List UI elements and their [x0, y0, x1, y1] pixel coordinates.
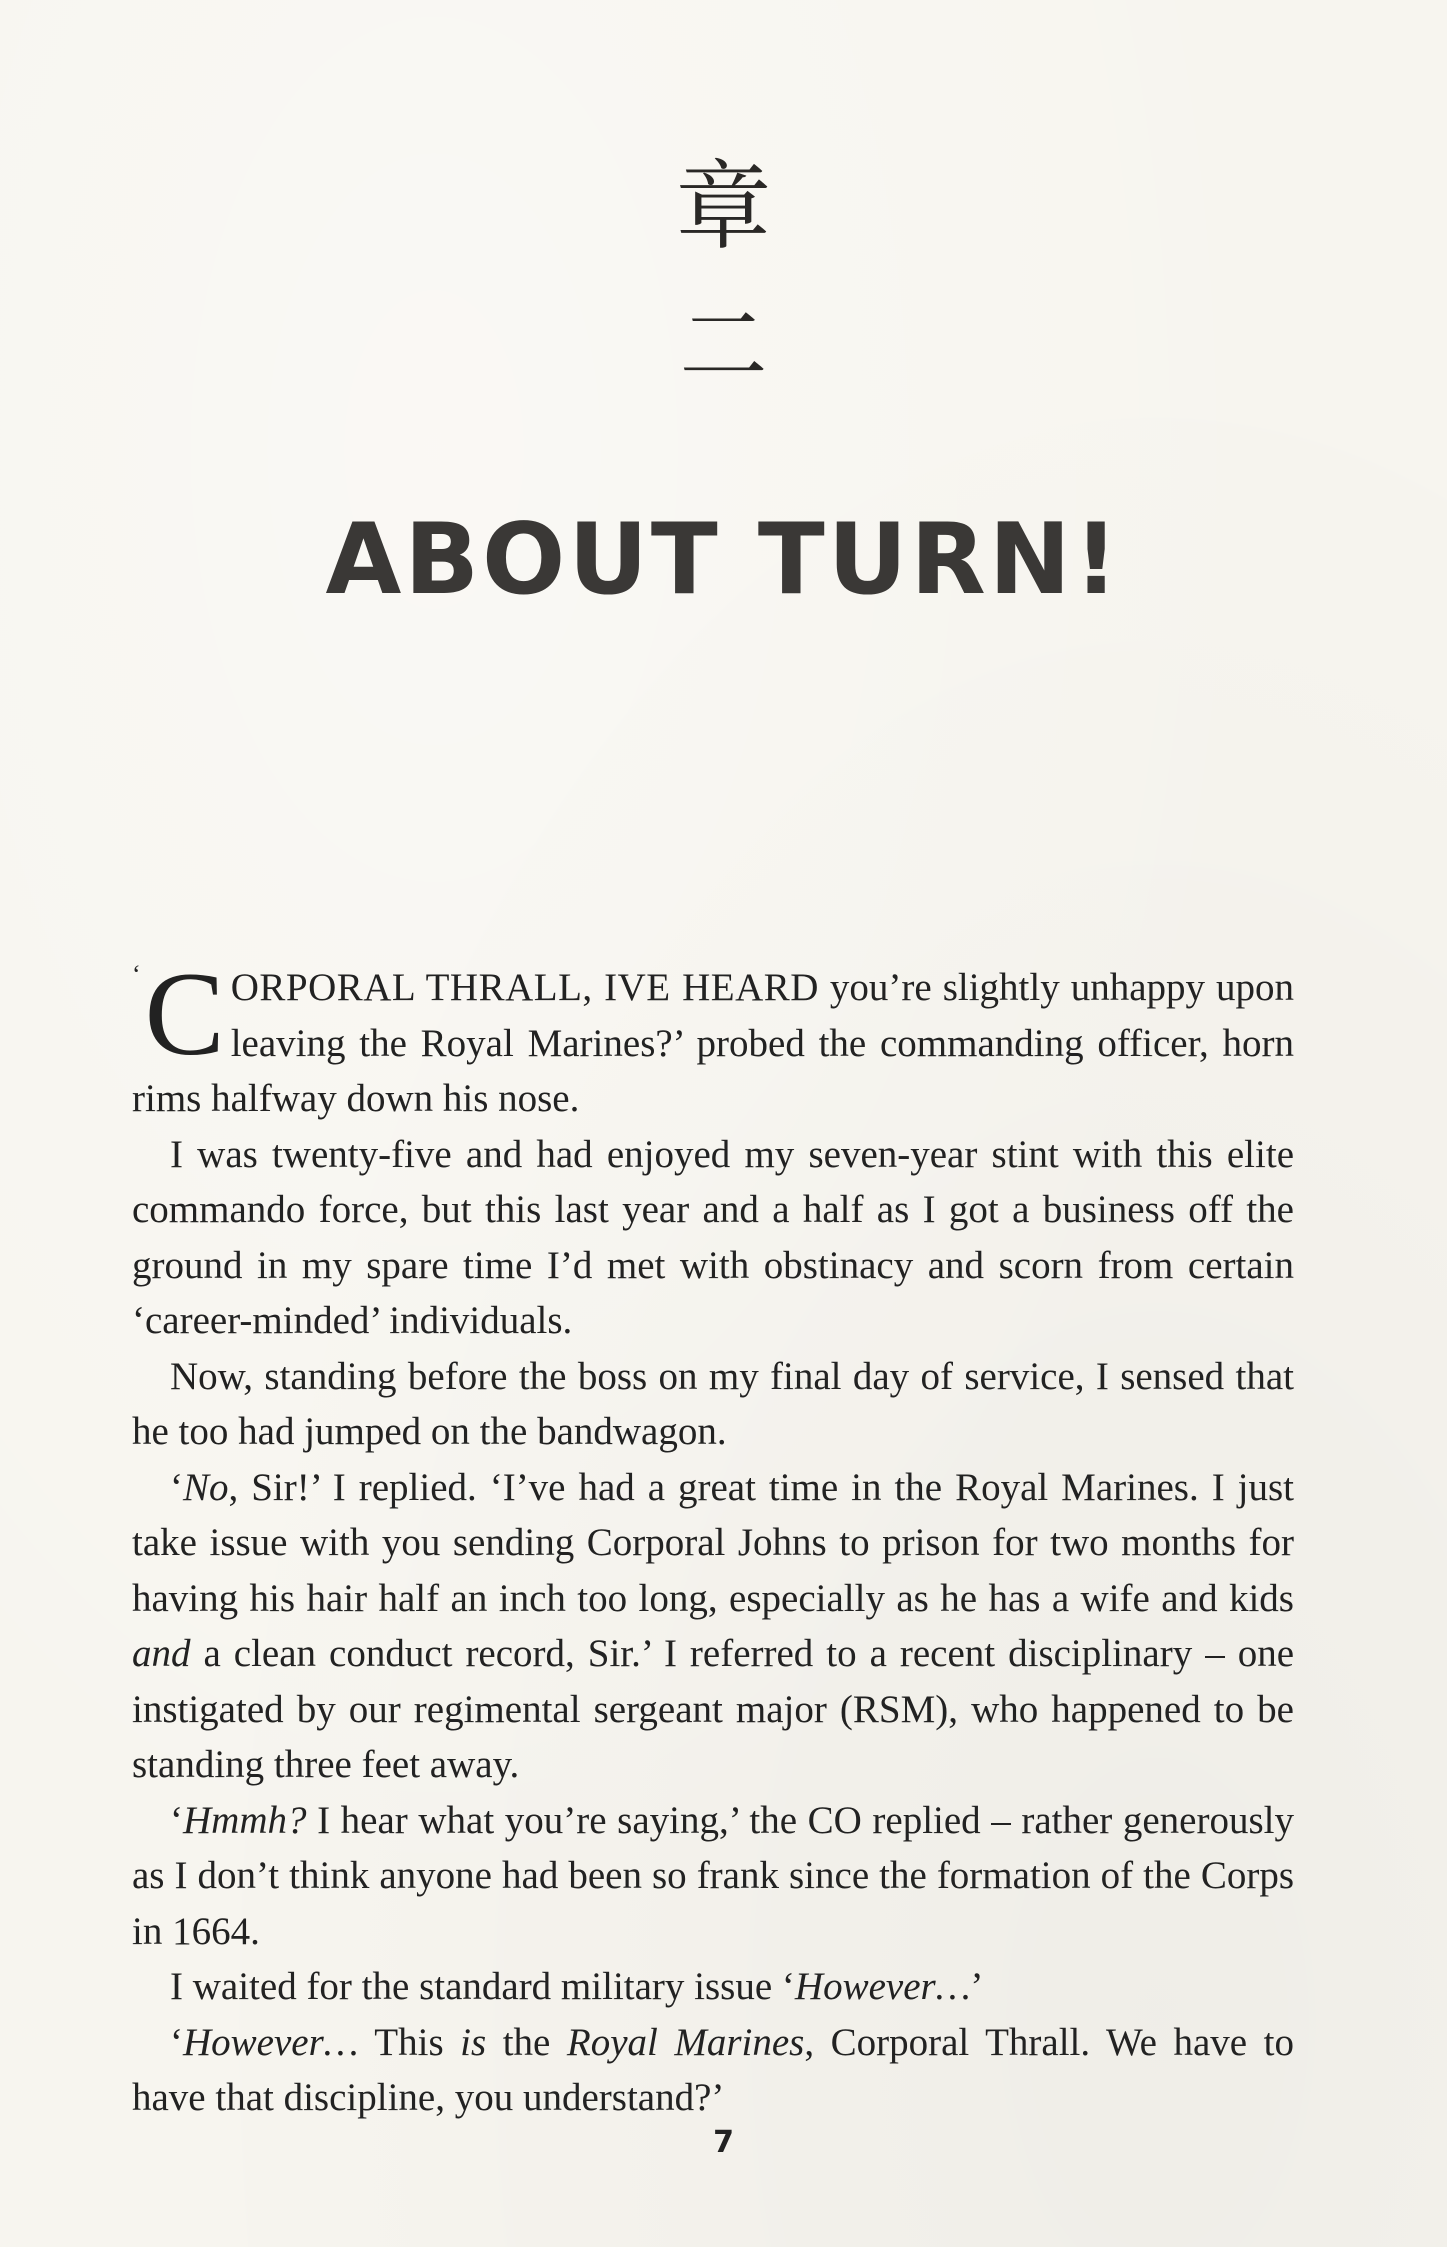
- paragraph-5-emphasis: Hmmh?: [183, 1798, 307, 1842]
- paragraph-7-text-a: This: [358, 2020, 461, 2064]
- paragraph-4-emphasis-no: No: [183, 1465, 229, 1509]
- paragraph-6: [132, 1959, 1294, 2015]
- paragraph-7-quote: ‘: [170, 2020, 183, 2064]
- paragraph-7-text-c: , Corporal Thrall. We have to have that discipline, you understand?’: [132, 2020, 1294, 2119]
- paragraph-6-emphasis: However…: [794, 1965, 971, 2008]
- paragraph-7-emphasis-royal-marines: Royal Marines: [566, 2020, 805, 2064]
- paragraph-5-text: I hear what you’re saying,’ the CO replied – rather generously as I don’t think anyone had been so frank since the formation of the Corps in 1664.: [132, 1798, 1294, 1953]
- paragraph-3: Now, standing before the boss on my final day of service, I sensed that he too had jumped on the bandwagon.: [132, 1354, 1294, 1453]
- paragraph-5: [132, 1793, 1294, 1960]
- paragraph-7-emphasis-is: is: [460, 2020, 487, 2064]
- paragraph-1: [132, 947, 1294, 1127]
- paragraph-4: [132, 1460, 1294, 1793]
- paragraph-4-emphasis-and: and: [132, 1632, 191, 1675]
- drop-cap: C: [144, 947, 225, 1080]
- chapter-ornament-top: 章: [675, 151, 772, 263]
- paragraph-1-smallcaps: ORPORAL THRALL, IVE HEARD: [230, 966, 819, 1009]
- chapter-body: [132, 947, 1294, 2126]
- paragraph-7: [132, 2015, 1294, 2126]
- chapter-title: ABOUT TURN!: [325, 503, 1122, 617]
- paragraph-6-text: I waited for the standard military issue ‘: [170, 1965, 795, 2008]
- chapter-ornament-number: 二: [679, 294, 768, 397]
- paragraph-4-text-b: a clean conduct record, Sir.’ I referred to a recent disciplinary – one instigated by our regimental sergeant major (RSM), who happened to be standing three feet away.: [132, 1632, 1294, 1786]
- paragraph-5-quote: ‘: [170, 1798, 183, 1842]
- paragraph-6-close-quote: ’: [970, 1965, 984, 2008]
- paragraph-4-quote: ‘: [170, 1465, 183, 1509]
- opening-quote-mark: ‘: [132, 960, 141, 989]
- paragraph-1-text: you’re slightly unhappy upon leaving the Royal Marines?’ probed the commanding officer, horn rims halfway down his nose.: [132, 966, 1294, 1120]
- paragraph-7-text-b: the: [486, 2020, 567, 2064]
- paragraph-7-emphasis-however: However…: [183, 2020, 359, 2064]
- page-number: 7: [713, 2125, 734, 2160]
- paragraph-2: I was twenty-five and had enjoyed my seven-year stint with this elite commando force, but this last year and a half as I got a business off the ground in my spare time I’d met with obstinacy and scorn from certain ‘career-minded’ individuals.: [132, 1132, 1294, 1342]
- paragraph-4-text-a: , Sir!’ I replied. ‘I’ve had a great time in the Royal Marines. I just take issue with you sending Corporal Johns to prison for two months for having his hair half an inch too long, especially as he has a wife and kids: [132, 1465, 1294, 1620]
